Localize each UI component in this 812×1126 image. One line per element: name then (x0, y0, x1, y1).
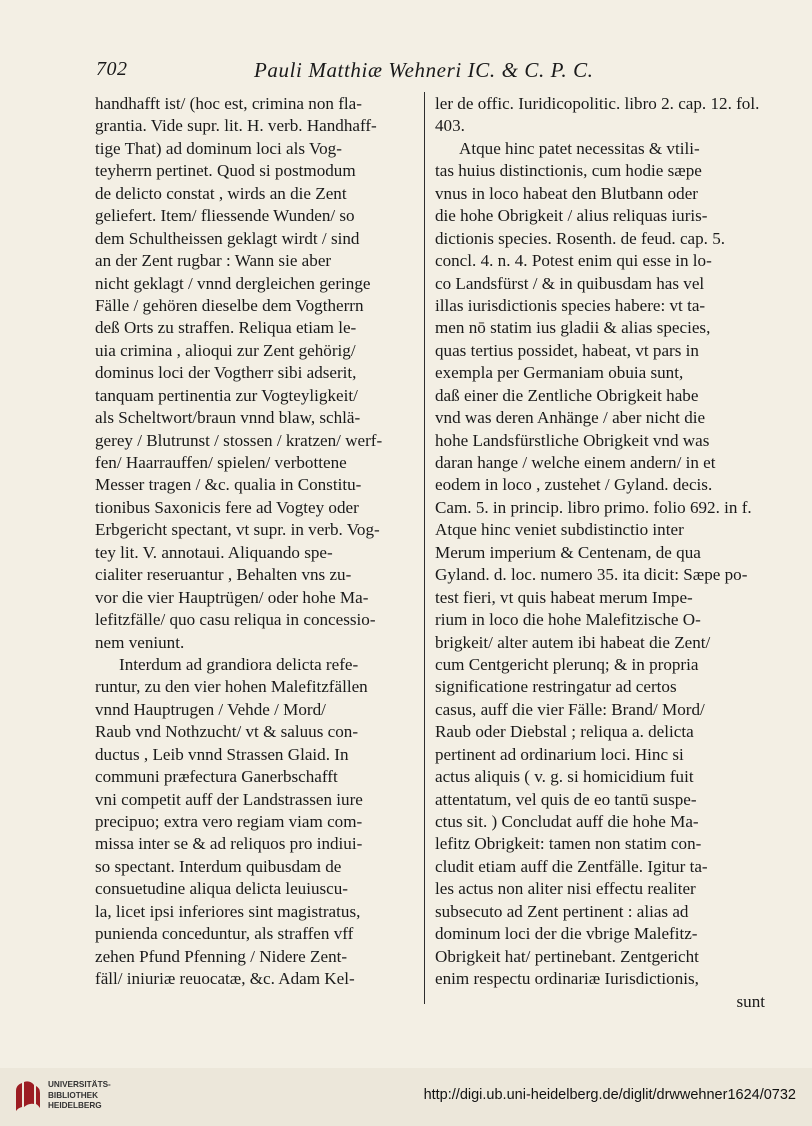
text-line: lefitzfälle/ quo casu reliqua in concessio- (95, 610, 376, 630)
text-line: vor die vier Hauptrügen/ oder hohe Ma- (95, 587, 369, 607)
text-line: Obrigkeit hat/ pertinebant. Zentgericht (435, 946, 699, 966)
text-line: illas iurisdictionis species habere: vt ta- (435, 295, 706, 315)
text-line: pertinent ad ordinarium loci. Hinc si (435, 744, 684, 764)
text-line: missa inter se & ad reliquos pro indiui- (95, 834, 363, 854)
text-line: quas tertius possidet, habeat, vt pars in (435, 340, 699, 360)
page-header (96, 58, 736, 88)
text-line: runtur, zu den vier hohen Malefitzfällen (95, 677, 368, 697)
text-line: tas huius distinctionis, cum hodie sæpe (435, 161, 702, 181)
text-line: an der Zent rugbar : Wann sie aber (95, 251, 332, 271)
text-line: nicht geklagt / vnnd dergleichen geringe (95, 273, 371, 293)
text-line: ductus , Leib vnnd Strassen Glaid. In (95, 744, 349, 764)
text-line: Raub oder Diebstal ; reliqua a. delicta (435, 722, 694, 742)
text-line: enim respectu ordinariæ Iurisdictionis, (435, 969, 699, 989)
text-line: so spectant. Interdum quibusdam de (95, 856, 342, 876)
text-line: uia crimina , alioqui zur Zent gehörig/ (95, 340, 356, 360)
text-line: tige That) ad dominum loci als Vog- (95, 138, 342, 158)
text-line: co Landsfürst / & in quibusdam has vel (435, 273, 705, 293)
text-line: tionibus Saxonicis fere ad Vogtey oder (95, 497, 359, 517)
text-line: die hohe Obrigkeit / alius reliquas iuris- (435, 206, 708, 226)
text-line: Atque hinc veniet subdistinctio inter (435, 520, 684, 540)
text-line: ler de offic. Iuridicopolitic. libro 2. cap. 12. fol. (435, 94, 760, 113)
text-line: Fälle / gehören dieselbe dem Vogtherrn (95, 295, 364, 315)
text-line: significatione restringatur ad certos (435, 677, 677, 697)
column-divider (424, 92, 425, 1004)
text-line: fäll/ iniuriæ reuocatæ, &c. Adam Kel- (95, 969, 355, 989)
text-line: punienda conceduntur, als straffen vff (95, 924, 354, 944)
text-line: cialiter reseruantur , Behalten vns zu- (95, 565, 352, 585)
text-line: Erbgericht spectant, vt supr. in verb. Vog- (95, 520, 380, 540)
text-line: eodem in loco , zustehet / Gyland. decis. (435, 475, 713, 495)
text-line: Merum imperium & Centenam, de qua (435, 542, 701, 562)
text-line: deß Orts zu straffen. Reliqua etiam le- (95, 318, 357, 338)
text-line: Raub vnd Nothzucht/ vt & saluus con- (95, 722, 359, 742)
text-line: la, licet ipsi inferiores sint magistratus, (95, 901, 361, 921)
text-line: Cam. 5. in princip. libro primo. folio 692. in f. (435, 497, 752, 517)
text-line: fen/ Haarrauffen/ spielen/ verbottene (95, 453, 347, 472)
text-line: teyherrn pertinet. Quod si postmodum (95, 161, 356, 181)
text-line: vnnd Hauptrugen / Vehde / Mord/ (95, 699, 326, 719)
text-line: communi præfectura Ganerbschafft (95, 767, 338, 787)
text-line: lefitz Obrigkeit: tamen non statim con- (435, 834, 702, 854)
text-line: ctus sit. ) Concludat auff die hohe Ma- (435, 812, 699, 831)
text-line: als Scheltwort/braun vnnd blaw, schlä- (95, 408, 361, 428)
text-line: Interdum ad grandiora delicta refe- (119, 654, 359, 674)
text-line: 403. (435, 116, 465, 136)
page-number: 702 (96, 58, 128, 80)
text-line: zehen Pfund Pfenning / Nidere Zent- (95, 946, 348, 966)
text-line: tey lit. V. annotaui. Aliquando spe- (95, 542, 333, 562)
text-line: nem veniunt. (95, 632, 185, 652)
text-line: test fieri, vt quis habeat merum Impe- (435, 587, 693, 607)
text-line: dominum loci der die vbrige Malefitz- (435, 924, 698, 944)
library-name-line: UNIVERSITÄTS- (48, 1080, 111, 1089)
library-name-line: HEIDELBERG (48, 1101, 102, 1110)
text-line: exempla per Germaniam obuia sunt, (435, 363, 684, 383)
text-line: geliefert. Item/ fliessende Wunden/ so (95, 206, 355, 226)
text-line: vnus in loco habeat den Blutbann oder (435, 183, 698, 203)
text-line: daran hange / welche einem andern/ in et (435, 453, 716, 472)
text-line: hohe Landsfürstliche Obrigkeit vnd was (435, 430, 710, 450)
text-line: dem Schultheissen geklagt wirdt / sind (95, 228, 360, 248)
text-line: rium in loco die hohe Malefitzische O- (435, 610, 701, 630)
text-line: Messer tragen / &c. qualia in Constitu- (95, 475, 362, 495)
text-line: grantia. Vide supr. lit. H. verb. Handhaff- (95, 116, 377, 136)
right-text-column (435, 93, 765, 1013)
running-title: Pauli Matthiæ Wehneri IC. & C. P. C. (254, 58, 594, 82)
text-line: tanquam pertinentia zur Vogteyligkeit/ (95, 385, 358, 405)
source-url-link[interactable]: http://digi.ub.uni-heidelberg.de/diglit/drwwehner1624/0732 (423, 1087, 796, 1103)
library-name-line: BIBLIOTHEK (48, 1090, 99, 1100)
left-text-column (95, 93, 417, 991)
text-line: cum Centgericht plerunq; & in propria (435, 654, 699, 674)
library-name (48, 1080, 111, 1112)
text-line: gerey / Blutrunst / stossen / kratzen/ werf- (95, 430, 383, 450)
text-line: actus aliquis ( v. g. si homicidium fuit (435, 767, 694, 787)
text-line: men nō statim ius gladii & alias species, (435, 318, 711, 338)
text-line: casus, auff die vier Fälle: Brand/ Mord/ (435, 699, 705, 719)
text-line: handhafft ist/ (hoc est, crimina non fla- (95, 94, 362, 113)
text-line: dominus loci der Vogtherr sibi adserit, (95, 363, 357, 383)
text-line: attentatum, vel quis de eo tantū suspe- (435, 789, 697, 809)
text-line: subsecuto ad Zent pertinent : alias ad (435, 901, 689, 921)
library-logo-icon (10, 1077, 44, 1115)
text-line: vnd was deren Anhänge / aber nicht die (435, 408, 706, 428)
text-line: dictionis species. Rosenth. de feud. cap. 5. (435, 228, 726, 248)
text-line: Gyland. d. loc. numero 35. ita dicit: Sæpe po- (435, 565, 748, 585)
text-line: consuetudine aliqua delicta leuiuscu- (95, 879, 348, 899)
text-line: les actus non aliter nisi effectu realiter (435, 879, 696, 899)
catchword: sunt (736, 991, 765, 1011)
text-line: precipuo; extra vero regiam viam com- (95, 812, 363, 831)
text-line: daß einer die Zentliche Obrigkeit habe (435, 385, 699, 405)
text-line: de delicto constat , wirds an die Zent (95, 183, 347, 203)
text-line: cludit etiam auff die Zentfälle. Igitur ta- (435, 856, 708, 876)
text-line: vni competit auff der Landstrassen iure (95, 789, 363, 809)
text-line: brigkeit/ alter autem ibi habeat die Zent/ (435, 632, 711, 652)
text-line: concl. 4. n. 4. Potest enim qui esse in lo- (435, 251, 712, 271)
footer-bar (0, 1068, 812, 1126)
text-line: Atque hinc patet necessitas & vtili- (459, 138, 700, 158)
